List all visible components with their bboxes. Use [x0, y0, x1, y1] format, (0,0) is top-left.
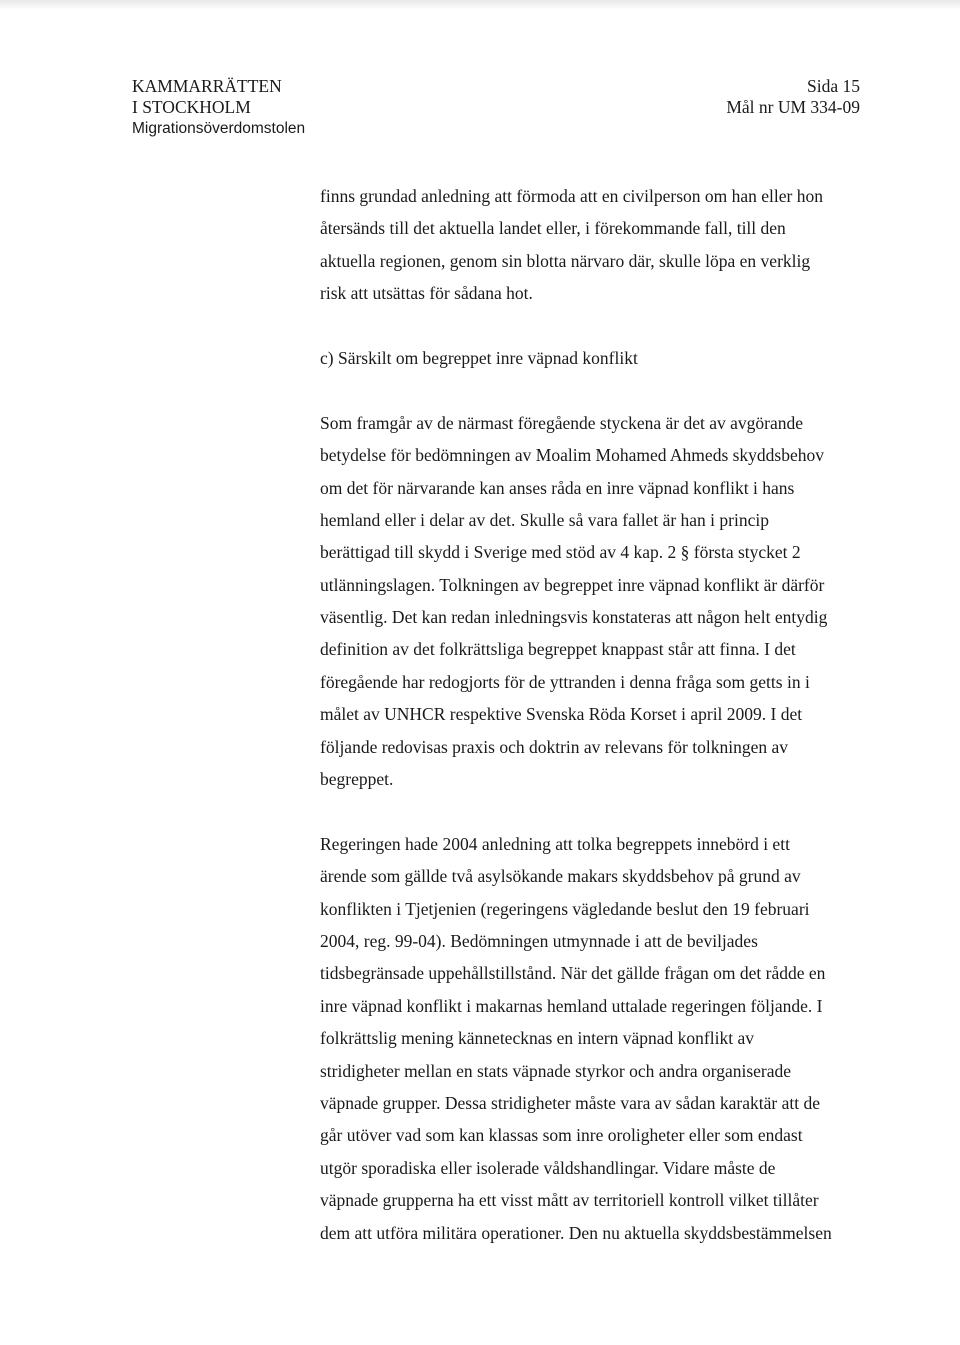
text-line: väsentlig. Det kan redan inledningsvis konstateras att någon helt entydig	[320, 607, 828, 628]
text-line: dem att utföra militära operationer. Den nu aktuella skyddsbestämmelsen	[320, 1222, 832, 1243]
text-line: betydelse för bedömningen av Moalim Mohamed Ahmeds skyddsbehov	[320, 445, 825, 466]
text-line: finns grundad anledning att förmoda att en civilperson om han eller hon	[320, 186, 823, 206]
court-division: Migrationsöverdomstolen	[132, 120, 306, 137]
paragraph-2	[320, 407, 880, 796]
text-line: följande redovisas praxis och doktrin av relevans för tolkningen av	[320, 736, 788, 757]
section-heading: c) Särskilt om begreppet inre väpnad konflikt	[320, 347, 638, 368]
text-line: utgör sporadiska eller isolerade våldshandlingar. Vidare måste de	[320, 1157, 776, 1178]
text-line: väpnade grupper. Dessa stridigheter måste vara av sådan karaktär att de	[320, 1092, 820, 1113]
text-line: berättigad till skydd i Sverige med stöd av 4 kap. 2 § första stycket 2	[320, 542, 801, 563]
text-line: om det för närvarande kan anses råda en inre väpnad konflikt i hans	[320, 477, 795, 498]
text-line: går utöver vad som kan klassas som inre oroligheter eller som endast	[320, 1125, 803, 1146]
text-line: konflikten i Tjetjenien (regeringens vägledande beslut den 19 februari	[320, 898, 810, 919]
text-line: Regeringen hade 2004 anledning att tolka begreppets innebörd i ett	[320, 833, 790, 854]
text-line: föregående har redogjorts för de yttranden i denna fråga som getts in i	[320, 671, 810, 692]
text-line: tidsbegränsade uppehållstillstånd. När det gällde frågan om det rådde en	[320, 963, 826, 984]
text-line: hemland eller i delar av det. Skulle så vara fallet är han i princip	[320, 509, 769, 530]
case-header	[726, 76, 860, 118]
text-line: utlänningslagen. Tolkningen av begreppet inre väpnad konflikt är därför	[320, 574, 825, 595]
text-line: aktuella regionen, genom sin blotta närvaro där, skulle löpa en verklig	[320, 250, 811, 271]
text-line: begreppet.	[320, 769, 394, 790]
text-line: definition av det folkrättsliga begreppet knappast står att finna. I det	[320, 639, 796, 660]
court-city: I STOCKHOLM	[132, 97, 251, 117]
text-line: återsänds till det aktuella landet eller, i förekommande fall, till den	[320, 218, 786, 239]
court-header	[132, 76, 305, 139]
text-line: inre väpnad konflikt i makarnas hemland uttalade regeringen följande. I	[320, 995, 823, 1016]
paragraph-1	[320, 180, 880, 310]
paragraph-3	[320, 828, 880, 1249]
text-line: Som framgår av de närmast föregående styckena är det av avgörande	[320, 412, 803, 433]
document-body	[320, 180, 880, 1249]
text-line: 2004, reg. 99-04). Bedömningen utmynnade i att de beviljades	[320, 930, 758, 951]
scan-edge	[0, 0, 960, 10]
case-number: Mål nr UM 334-09	[726, 97, 860, 117]
text-line: folkrättslig mening kännetecknas en intern väpnad konflikt av	[320, 1028, 754, 1049]
text-line: målet av UNHCR respektive Svenska Röda Korset i april 2009. I det	[320, 704, 803, 725]
text-line: stridigheter mellan en stats väpnade styrkor och andra organiserade	[320, 1060, 792, 1081]
text-line: risk att utsättas för sådana hot.	[320, 283, 533, 304]
page-number: Sida 15	[807, 76, 860, 96]
text-line: väpnade grupperna ha ett visst mått av territoriell kontroll vilket tillåter	[320, 1190, 819, 1211]
court-name: KAMMARRÄTTEN	[132, 76, 282, 96]
text-line: ärende som gällde två asylsökande makars skyddsbehov på grund av	[320, 866, 801, 887]
